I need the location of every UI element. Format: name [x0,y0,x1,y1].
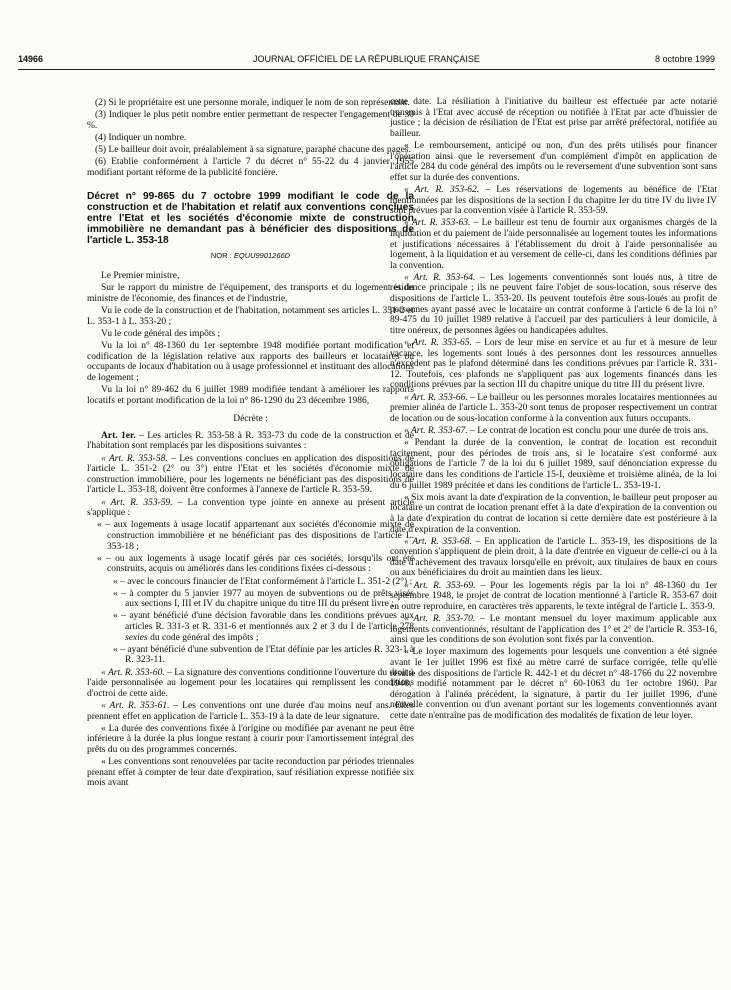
article-r353-61 [87,701,414,722]
left-column [87,98,414,791]
list-item: « – aux logements à usage locatif appartenant aux sociétés d'économie mixte de construction immobilière et ne bénéficiant pas des dispositions de l'article L. 353-18 ; [97,520,414,552]
article-ref: « Art. R. 353-58. [101,453,168,464]
article-r353-59 [87,498,414,519]
rapport-paragraph: Sur le rapport du ministre de l'équipement, des transports et du logement et du ministre de l'économie, des finances et de l'industrie, [87,283,414,304]
list-subitem: « – ayant bénéficié d'une subvention de l'Etat définie par les articles R. 323-1 à R. 323-11. [113,644,414,666]
paragraph: « Six mois avant la date d'expiration de la convention, le bailleur peut proposer au locataire un contrat de location prenant effet à la date d'expiration de la convention ou à la date d'expiration du contrat de location si cette dernière date est postérieure à la date d'expiration de la convention. [390,492,717,535]
article-text: – Les logements conventionnés sont loués nus, à titre de résidence principale ; ils ne peuvent faire l'objet de sous-location, sous réserve des dispositions de l'article L. 353-20. Ils peuvent toutefois être sous-loués au profit de personnes ayant passé avec le locataire un contrat conforme à l'article 6 de la loi n° 89-475 du 10 juillet 1989 relative à l'accueil par des particuliers à leur domicile, à titre onéreux, de personnes âgées ou handicapées adultes. [390,272,717,336]
list-subitem-text: « – ayant bénéficié d'une décision favorable dans les conditions prévues aux articles R. 331-3 et R. 331-6 et mentionnés aux 2 et 3 du I de l'article 278 [113,611,414,633]
right-column [390,97,717,723]
footnote-6: (6) Etablie conformément à l'article 7 du décret n° 55-22 du 4 janvier 1955 modifiant portant réforme de la publicité foncière. [87,157,414,178]
paragraph: « Le remboursement, anticipé ou non, d'un des prêts utilisés pour financer l'opération ainsi que le reversement d'un complément d'impôt en application de l'article 284 du code général des impôts ou le reversement d'une subvention sont sans effet sur la durée des conventions. [390,140,717,183]
paragraph: « Les conventions sont renouvelées par tacite reconduction par périodes triennales prenant effet à compter de leur date d'expiration, sauf résiliation expresse notifiée six mois avant [87,757,414,789]
article-text: – Les conventions conclues en application des dispositions de l'article L. 351-2 (2° ou 3°) entre l'Etat et les sociétés d'économie mixte de construction immobilière, pour les logements ne bénéficiant pas des dispositions de l'article L. 353-18, doivent être conformes à l'annexe de l'article R. 353-59. [87,453,414,496]
list-subitem: « – à compter du 5 janvier 1977 au moyen de subventions ou de prêts visés aux sections I, III et IV du chapitre unique du titre III du présent livre ; [113,588,414,610]
issue-date: 8 octobre 1999 [654,54,715,64]
paragraph: « Le loyer maximum des logements pour lesquels une convention a été signée avant le 1er juillet 1996 est fixé au mètre carré de surface corrigée, telle qu'elle résulte des dispositions de l'article R. 442-1 et du décret n° 48-1766 du 22 novembre 1948, modifié notamment par le décret n° 60-1063 du 1er octobre 1960. Par dérogation à l'alinéa précédent, la signature, à partir du 1er juillet 1996, d'une nouvelle convention ou d'un avenant portant sur les logements conventionnés avant cette date n'entraîne pas de modification des modalités de fixation de leur loyer. [390,647,717,721]
article-r353-66 [390,393,717,425]
article-text: – Lors de leur mise en service et au fur et à mesure de leur vacance, les logements sont loués à des personnes dont les ressources annuelles n'excèdent pas le plafond déterminé dans les conditions prévues par l'article R. 331-12. Toutefois, ces plafonds ne s'appliquent pas aux logements financés dans les conditions prévues par la section III du chapitre unique du titre III du présent livre. [390,338,717,391]
article-ref: « Art. R. 353-66. [404,392,468,403]
list-subitem-italic: sexies [125,632,148,643]
page-header [18,54,715,68]
article-ref: « Art. R. 353-67. [404,425,468,436]
article-r353-58 [87,454,414,496]
article-r353-63 [390,218,717,271]
article-ref: « Art. R. 353-64. [404,272,476,283]
vu-paragraph-3: Vu la loi n° 48-1360 du 1er septembre 1948 modifiée portant modification et codification de la législation relative aux rapports des bailleurs et locataires ou occupants de locaux d'habitation ou à usage professionnel et instituant des allocations de logement ; [87,341,414,383]
article-ref: « Art. R. 353-70. [404,614,476,625]
article-ref: « Art. R. 353-61. [101,701,170,712]
article-1-text: – Les articles R. 353-58 à R. 353-73 du code de la construction et de l'habitation sont remplacés par les dispositions suivantes : [87,430,414,452]
article-r353-64 [390,273,717,337]
list-subitem-text: du code général des impôts ; [147,632,259,643]
article-ref: « Art. R. 353-60. [101,667,165,678]
article-ref: « Art. R. 353-63. [404,218,471,229]
decree-title: Décret n° 99-865 du 7 octobre 1999 modifiant le code de la construction et de l'habitation et relatif aux conventions conclues entre l'Etat et les sociétés d'économie mixte de construction immobilière ne demandant pas à bénéficier des dispositions de l'article L. 353-18 [87,190,414,247]
article-1 [87,431,414,452]
article-text: – Pour les logements régis par la loi n° 48-1360 du 1er septembre 1948, le projet de contrat de location mentionné à l'article R. 353-67 doit en outre reproduire, en caractères très apparents, le texte intégral de l'article L. 353-9. [390,580,718,612]
article-r353-69 [390,581,717,613]
article-r353-65 [390,338,717,391]
paragraph: « Pendant la durée de la convention, le contrat de location est reconduit tacitement, pour des périodes de trois ans, si le locataire s'est conformé aux obligations de l'article 7 de la loi du 6 juillet 1989, sauf dénonciation expresse du locataire dans les conditions de l'article 15-I, deuxième et troisième alinéa, de la loi du 6 juillet 1989 précitée et dans les conditions de l'article L. 353-19-1. [390,438,717,491]
article-text: – Le bailleur ou les personnes morales locataires mentionnées au premier alinéa de l'article L. 353-20 sont tenus de proposer respectivement un contrat de location ou de sous-location conforme à la convention aux futurs occupants. [390,392,717,424]
article-text: – Le contrat de location est conclu pour une durée de trois ans. [467,425,709,436]
footnote-3: (3) Indiquer le plus petit nombre entier permettant de respecter l'engagement de 30 %. [87,110,414,131]
nor-label: NOR : [210,250,232,260]
article-text: – Le montant mensuel du loyer maximum applicable aux logements conventionnés, résultant de l'application des 1° et 2° de l'article R. 353-16, ainsi que les conditions de son évolution sont fixés par la convention. [390,614,718,646]
article-r353-68 [390,537,717,579]
article-r353-60 [87,668,414,700]
article-r353-67 [390,426,717,437]
vu-paragraph-2: Vu le code général des impôts ; [101,328,221,339]
article-text: – La signature des conventions conditionne l'ouverture du droit à l'aide personnalisée au logement pour les locataires qui remplissent les conditions d'octroi de cette aide. [87,667,414,699]
vu-paragraph-1: Vu le code de la construction et de l'habitation, notamment ses articles L. 351-2 et L. 353-1 à L. 353-20 ; [87,306,414,327]
article-text: – Les réservations de logements au bénéfice de l'Etat mentionnées par les dispositions de la section I du chapitre Ier du titre IV du livre IV sont prévues par la convention visée à l'article R. 353-59. [390,184,717,217]
article-1-label: Art. 1er. [101,430,136,441]
nor-code: EQUU9901266D [233,250,291,260]
list-item: « – ou aux logements à usage locatif gérés par ces sociétés, lorsqu'ils ont été construits, acquis ou améliorés dans les conditions fixées ci-dessous : [97,553,414,575]
list-subitem: « – avec le concours financier de l'Etat conformément à l'article L. 351-2 (2°) ; [113,576,413,587]
article-ref: « Art. R. 353-68. [404,536,472,547]
paragraph: « La durée des conventions fixée à l'origine ou modifiée par avenant ne peut être inférieure à la durée la plus longue restant à courir pour l'amortissement intégral des prêts du ou des programmes concernés. [87,723,414,755]
article-text: – Les conventions ont une durée d'au moins neuf ans. Elles prennent effet en application de l'article L. 353-19 à la date de leur signature. [87,701,414,722]
article-text: – En application de l'article L. 353-19, les dispositions de la convention s'appliquent de plein droit, à la date d'entrée en vigueur de celle-ci ou à la date d'achèvement des travaux lorsqu'elle en prévoit, aux titulaires de baux en cours ou aux bénéficiaires du droit au maintien dans les lieux. [390,536,717,579]
page-number: 14966 [18,54,44,64]
article-text: – Le bailleur est tenu de fournir aux organismes chargés de la liquidation et du paiement de l'aide personnalisée au logement toutes les informations et justifications nécessaires à l'établissement du droit à l'aide personnalisée au logement, à la liquidation et au versement de celle-ci, dans les conditions définies par la convention. [390,218,717,271]
article-text: – La convention type jointe en annexe au présent article s'applique : [87,497,414,519]
vu-paragraph-4: Vu la loi n° 89-462 du 6 juillet 1989 modifiée tendant à améliorer les rapports locatifs et portant modification de la loi n° 86-1290 du 23 décembre 1986, [87,385,414,406]
footnote-2: (2) Si le propriétaire est une personne morale, indiquer le nom de son représentant. [95,98,410,108]
nor-reference [87,251,414,262]
article-r353-70 [390,614,717,646]
paragraph-continued: cette date. La résiliation à l'initiative du bailleur est effectuée par acte notarié transmis à l'Etat avec accusé de réception ou notifiée à l'Etat par acte d'huissier de justice ; la décision de résiliation de l'Etat est prise par arrêté préfectoral, notifiée au bailleur. [390,97,717,139]
list-subitem [87,611,414,643]
journal-title: JOURNAL OFFICIEL DE LA RÉPUBLIQUE FRANÇAISE [253,54,480,64]
article-ref: « Art. R. 353-65. [404,338,472,349]
article-ref: « Art. R. 353-59. [101,497,173,508]
premier-ministre: Le Premier ministre, [101,271,180,282]
article-ref: « Art. R. 353-62. [404,184,480,195]
article-r353-62 [390,185,717,217]
footnote-4: (4) Indiquer un nombre. [95,132,187,143]
decrete: Décrète : [233,414,268,425]
header-rule [18,69,715,70]
article-ref: « Art. R. 353-69. [404,580,476,591]
footnote-5: (5) Le bailleur doit avoir, préalablement à sa signature, paraphé chacune des pages. [95,145,411,156]
